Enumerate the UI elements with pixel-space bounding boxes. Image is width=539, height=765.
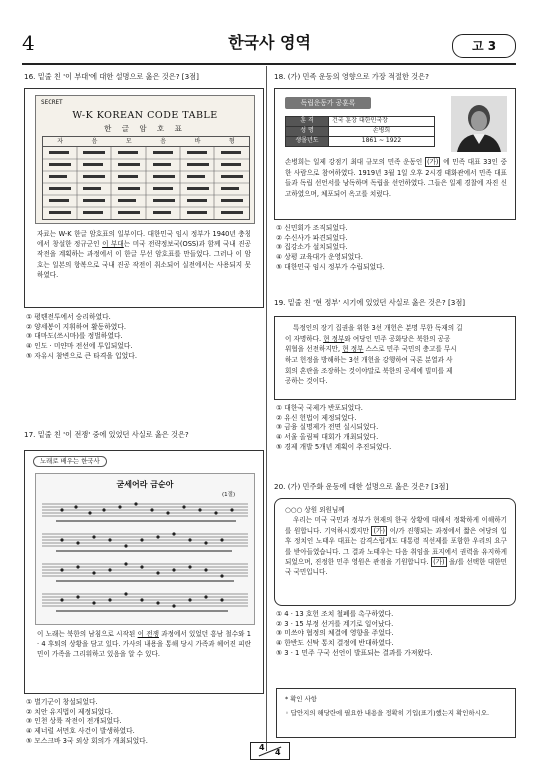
q20-option-3[interactable]: ③ 미쓰야 협정의 체결에 영향을 주었다.	[276, 629, 394, 638]
q18-option-1[interactable]: ① 신민회가 조직되었다.	[276, 224, 348, 232]
q17-passage: 이 노래는 북한의 남침으로 시작된 이 전쟁 과정에서 있었던 흥남 철수와 1 · 4 후퇴의 상황을 담고 있다. 가사의 내용을 통해 당시 가족과 헤어진 피란민이 가족을 그리워하고 있음을 알 수 있다.	[37, 630, 251, 659]
q16-option-4[interactable]: ④ 인도 · 미얀마 전선에 투입되었다.	[26, 341, 133, 350]
footer-page-indicator	[250, 742, 290, 760]
table-row: 훈 격 건국 훈장 대한민국장	[286, 117, 435, 127]
q16-option-3[interactable]: ③ 대마도(쓰시마)를 정벌하였다.	[26, 332, 123, 341]
q20-source-box	[274, 498, 516, 606]
notice-text: ◦ 답안지의 해당란에 필요한 내용을 정확히 기입(표기)했는지 확인하시오.	[285, 709, 490, 717]
q16-option-5[interactable]: ⑤ 자유시 참변으로 큰 타격을 입었다.	[26, 351, 137, 360]
q19-option-2[interactable]: ② 유신 헌법이 제정되었다.	[276, 413, 357, 422]
exam-title: 한국사 영역	[228, 33, 311, 52]
q18-option-4[interactable]: ④ 상평 교육대가 운영되었다.	[276, 252, 363, 261]
q16-title: 16. 밑줄 친 '이 부대'에 대한 설명으로 옳은 것은? [3점]	[24, 72, 199, 81]
q17-source-box	[24, 450, 264, 694]
q18-options	[276, 224, 385, 272]
q20-option-1[interactable]: ① 4 · 13 호헌 조치 철폐를 촉구하였다.	[276, 610, 394, 618]
q18-blank: (가)	[426, 158, 439, 166]
sheet-music-image	[35, 473, 255, 625]
footer-total: 4	[275, 748, 281, 757]
q16-underlined-term: 이 부대	[102, 240, 124, 249]
q19-option-3[interactable]: ③ 금융 실명제가 전면 실시되었다.	[276, 423, 379, 432]
song-box-label: 노래로 배우는 한국사	[33, 456, 107, 467]
notice-box	[276, 688, 516, 738]
q20-blank: (가)	[373, 526, 385, 535]
q17-option-2[interactable]: ② 치안 유지법이 제정되었다.	[26, 707, 113, 716]
q17-option-4[interactable]: ④ 제너럴 셔먼호 사건이 발생하였다.	[26, 726, 135, 735]
q19-option-4[interactable]: ④ 서울 올림픽 대회가 개최되었다.	[276, 432, 379, 441]
code-col-4: 음	[160, 138, 167, 145]
q17-underlined-term: 이 전쟁	[137, 630, 159, 638]
q18-info-table	[285, 116, 435, 147]
code-table-image	[35, 95, 255, 224]
table-row: 생몰년도 1861 ~ 1922	[286, 137, 435, 147]
q17-option-5[interactable]: ⑤ 모스크바 3국 외상 회의가 개최되었다.	[26, 736, 148, 745]
header-divider	[22, 63, 516, 65]
q16-source-box	[24, 88, 264, 308]
q16-options	[26, 313, 137, 361]
q19-passage: 특정인의 장기 집권을 위한 3선 개헌은 분명 무한 독재의 길 이 자명하다. 현 정부와 여당인 민주 공화당은 북한의 공공 위협을 선전하지만, 현 정부 스스로 민주 국민의 충고를 무시 하고 헌정을 방해하는 3선 개헌을 강행하여 국론 분열과 사 회의 혼란을 조장하는 것이야말로 북한의 공세에 빌미를 제 공하는 것이다.	[285, 324, 463, 386]
code-table-rows	[43, 147, 249, 219]
q18-banner: 독립운동가 공훈록	[285, 97, 371, 109]
code-col-5: 바	[194, 138, 201, 145]
q19-options	[276, 404, 391, 452]
page-number: 4	[22, 31, 35, 55]
q16-passage: 자료는 W-K 한글 암호표의 일부이다. 대한민국 임시 정부가 1940년 충칭에서 창설한 정규군인 이 부대는 미국 전략정보국(OSS)과 함께 국내 진공 작전을 계획하는 과정에서 이 한글 무선 암호표를 만들었다. 그러나 이 암호는 일본의 항복으로 국내 진공 작전이 취소되어 실전에서는 사용되지 못하였다.	[37, 230, 251, 279]
code-col-2: 음	[91, 138, 98, 145]
q17-option-1[interactable]: ① 별기군이 창설되었다.	[26, 698, 98, 706]
song-verse-note: (1절)	[222, 492, 236, 498]
q16-option-1[interactable]: ① 평톈전투에서 승리하였다.	[26, 313, 111, 321]
code-table-subheading: 한 글 암 호 표	[104, 124, 186, 133]
code-col-6: 형	[228, 138, 235, 145]
grade-badge: 고 3	[452, 34, 516, 58]
q17-options	[26, 698, 148, 746]
q18-option-5[interactable]: ⑤ 대한민국 임시 정부가 수립되었다.	[276, 262, 385, 271]
column-divider	[266, 66, 267, 751]
q20-option-2[interactable]: ② 3 · 15 부정 선거를 계기로 일어났다.	[276, 619, 394, 628]
q20-options	[276, 610, 433, 658]
q19-option-1[interactable]: ① 대한국 국제가 반포되었다.	[276, 404, 363, 412]
q18-passage: 손병희는 일제 강점기 최대 규모의 민족 운동인 (가) 에 민족 대표 33인 중 한 사람으로 참여하였다. 1919년 3월 1일 오후 2시경 태화관에서 민족 대표들과 독립 선언서를 낭독하며 독립을 선언하였다. 그들은 일제 경찰에 자진 신고하였으며, 체포되어 옥고를 치렀다.	[285, 158, 507, 198]
table-row: 성 명 손병희	[286, 127, 435, 137]
q18-title: 18. (가) 민족 운동의 영향으로 가장 적절한 것은?	[274, 72, 429, 81]
code-col-1: 자	[57, 138, 64, 145]
song-title: 굳세어라 금순아	[116, 480, 174, 489]
q18-option-3[interactable]: ③ 집강소가 설치되었다.	[276, 243, 348, 252]
music-staves	[42, 500, 248, 620]
code-table-heading: W-K KOREAN CODE TABLE	[72, 110, 218, 121]
q16-option-2[interactable]: ② 양세봉이 지휘하여 활동하였다.	[26, 322, 127, 331]
q18-source-box	[274, 88, 516, 220]
q19-title: 19. 밑줄 친 '현 정부' 시기에 있었던 사실로 옳은 것은? [3점]	[274, 298, 466, 307]
q17-title: 17. 밑줄 친 '이 전쟁' 중에 있었던 사실로 옳은 것은?	[24, 430, 189, 439]
secret-stamp: SECRET	[41, 99, 63, 106]
q20-blank-2: (가)	[433, 558, 445, 567]
code-table-grid	[42, 136, 250, 220]
q19-underlined-term-2: 현 정부	[342, 345, 364, 354]
q19-underlined-term: 현 정부	[323, 334, 345, 343]
footer-page: 4	[259, 743, 265, 752]
q20-salutation: ○○○ 상원 외원님께	[285, 506, 345, 514]
q20-passage: ○○○ 상원 외원님께 우리는 미국 국민과 정부가 현재의 한국 상황에 대해서 정확하게 이해하기를 원합니다. 기억하시겠지만 (가) 이/가 진행되는 과정에서 짧은 여당의 입후 정치인 노태우 대표는 감격스럽게도 대통령 직선제를 포함한 우리의 요구를 받아들였습니다. 그 결과 노태우는 다음 취임을 표지에서 권력을 유지하게 되었으며, 진정한 민주 영원은 관점을 기원합니다. (가) 을/를 선택한 대한민국 국민입니다.	[285, 506, 507, 577]
q19-source-box	[274, 316, 516, 400]
q20-option-5[interactable]: ⑤ 3 · 1 민주 구국 선언이 발표되는 결과를 가져왔다.	[276, 648, 433, 657]
q19-option-5[interactable]: ⑤ 경제 개발 5개년 계획이 추진되었다.	[276, 442, 392, 451]
q20-title: 20. (가) 민주화 운동에 대한 설명으로 옳은 것은? [3점]	[274, 482, 449, 491]
q20-option-4[interactable]: ④ 한반도 신탁 통치 결정에 반대하였다.	[276, 638, 394, 647]
portrait-image	[451, 96, 507, 152]
notice-title: * 확인 사항	[285, 695, 317, 703]
code-col-3: 모	[125, 138, 132, 145]
q18-option-2[interactable]: ② 수신사가 파견되었다.	[276, 233, 348, 242]
q17-option-3[interactable]: ③ 인천 상륙 작전이 전개되었다.	[26, 717, 122, 726]
